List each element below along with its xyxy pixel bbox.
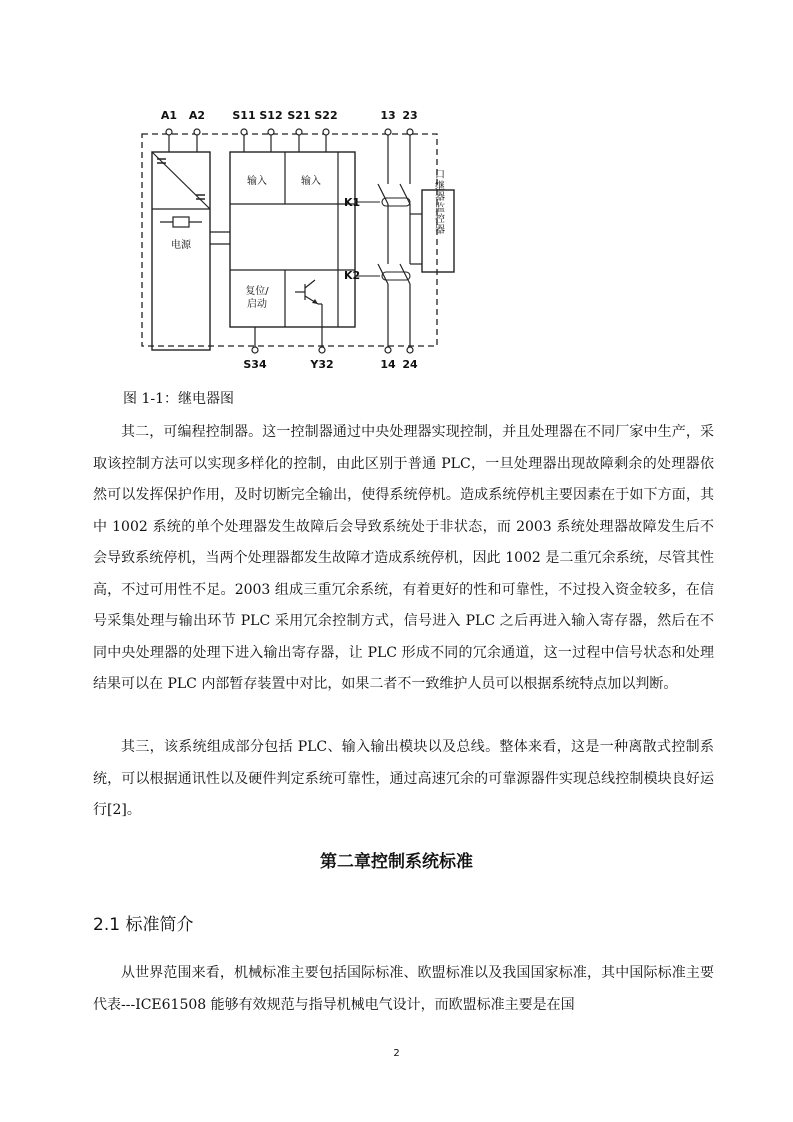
terminal-s21-label: S21: [287, 109, 311, 122]
terminal-a2-label: A2: [188, 109, 206, 122]
transistor-icon: [295, 280, 322, 350]
relay-k1-label: K1: [344, 196, 361, 209]
terminal-s12-label: S12: [259, 109, 283, 122]
paragraph-bus: 其三，该系统组成部分包括 PLC、输入输出模块以及总线。整体来看，这是一种离散式控制系统，可以根据通讯性以及硬件判定系统可靠性，通过高速冗余的可靠源器件实现总线控制模块良好运行[2]。: [93, 739, 714, 818]
page-number: 2: [393, 1048, 400, 1059]
reset-label-line2: 启动: [247, 299, 267, 310]
fuse-icon: [160, 217, 202, 227]
terminal-23-label: 23: [402, 109, 418, 122]
relay-contacts: [378, 184, 422, 347]
input-2-label: 输入: [301, 176, 321, 187]
terminal-y32-label: Y32: [310, 358, 334, 371]
terminal-s11-circle: [241, 129, 247, 135]
terminal-13-circle: [385, 129, 391, 135]
terminal-a1-label: A1: [160, 109, 178, 122]
terminal-s34-circle: [252, 347, 258, 353]
relay-diagram: [140, 104, 480, 376]
terminal-24-circle: [407, 347, 413, 353]
power-label: 电源: [171, 240, 191, 251]
top-leads: [169, 135, 410, 184]
terminal-14-label: 14: [380, 358, 396, 371]
terminal-s12-circle: [268, 129, 274, 135]
section-title: 2.1 标准简介: [93, 915, 194, 935]
relay-diagram-figure: [140, 104, 480, 376]
terminal-s22-label: S22: [314, 109, 338, 122]
terminal-y32-circle: [319, 347, 325, 353]
terminal-s21-circle: [296, 129, 302, 135]
paragraph-standards: 从世界范围来看，机械标准主要包括国际标准、欧盟标准以及我国国家标准，其中国际标准主要代表---ICE61508 能够有效规范与指导机械电气设计，而欧盟标准主要是在国: [93, 965, 714, 1013]
terminal-14-circle: [385, 347, 391, 353]
terminal-23-circle: [407, 129, 413, 135]
terminal-a2-circle: [194, 129, 200, 135]
terminal-24-label: 24: [402, 358, 418, 371]
feedback-monitor-label: 口继器监控器: [432, 169, 444, 235]
input-1-label: 输入: [247, 176, 267, 187]
terminal-s11-label: S11: [232, 109, 256, 122]
bottom-terminals: [252, 347, 413, 353]
terminal-a1-circle: [166, 129, 172, 135]
terminal-13-label: 13: [380, 109, 396, 122]
chapter-title: 第二章控制系统标准: [320, 852, 473, 872]
dc-symbol-icon: [157, 159, 205, 199]
power-block: [152, 152, 210, 350]
terminal-s22-circle: [323, 129, 329, 135]
relay-k2-label: K2: [344, 269, 361, 282]
terminal-s34-label: S34: [243, 358, 267, 371]
reset-label-line1: 复位/: [245, 286, 269, 297]
figure-caption: 图 1-1：继电器图: [123, 391, 234, 407]
paragraph-plc: 其二，可编程控制器。这一控制器通过中央处理器实现控制，并且处理器在不同厂家中生产，采取该控制方法可以实现多样化的控制，由此区别于普通 PLC，一旦处理器出现故障剩余的处理器依然可以发挥保护作用，及时切断完全输出，使得系统停机。造成系统停机主要因素在于如下方面，其中 1002 系统的单个处理器发生故障后会导致系统处于非状态，而 2003 系统处理器故障发生后不会导致系统停机，当两个处理器都发生故障才造成系统停机，因此 1002 是二重冗余系统，尽管其性高，不过可用性不足。2003 组成三重冗余系统，有着更好的性和可靠性，不过投入资金较多，在信号采集处理与输出环节 PLC 采用冗余控制方式，信号进入 PLC 之后再进入输入寄存器，然后在不同中央处理器的处理下进入输出寄存器，让 PLC 形成不同的冗余通道，这一过程中信号状态和处理结果可以在 PLC 内部暂存装置中对比，如果二者不一致维护人员可以根据系统特点加以判断。: [93, 424, 714, 692]
